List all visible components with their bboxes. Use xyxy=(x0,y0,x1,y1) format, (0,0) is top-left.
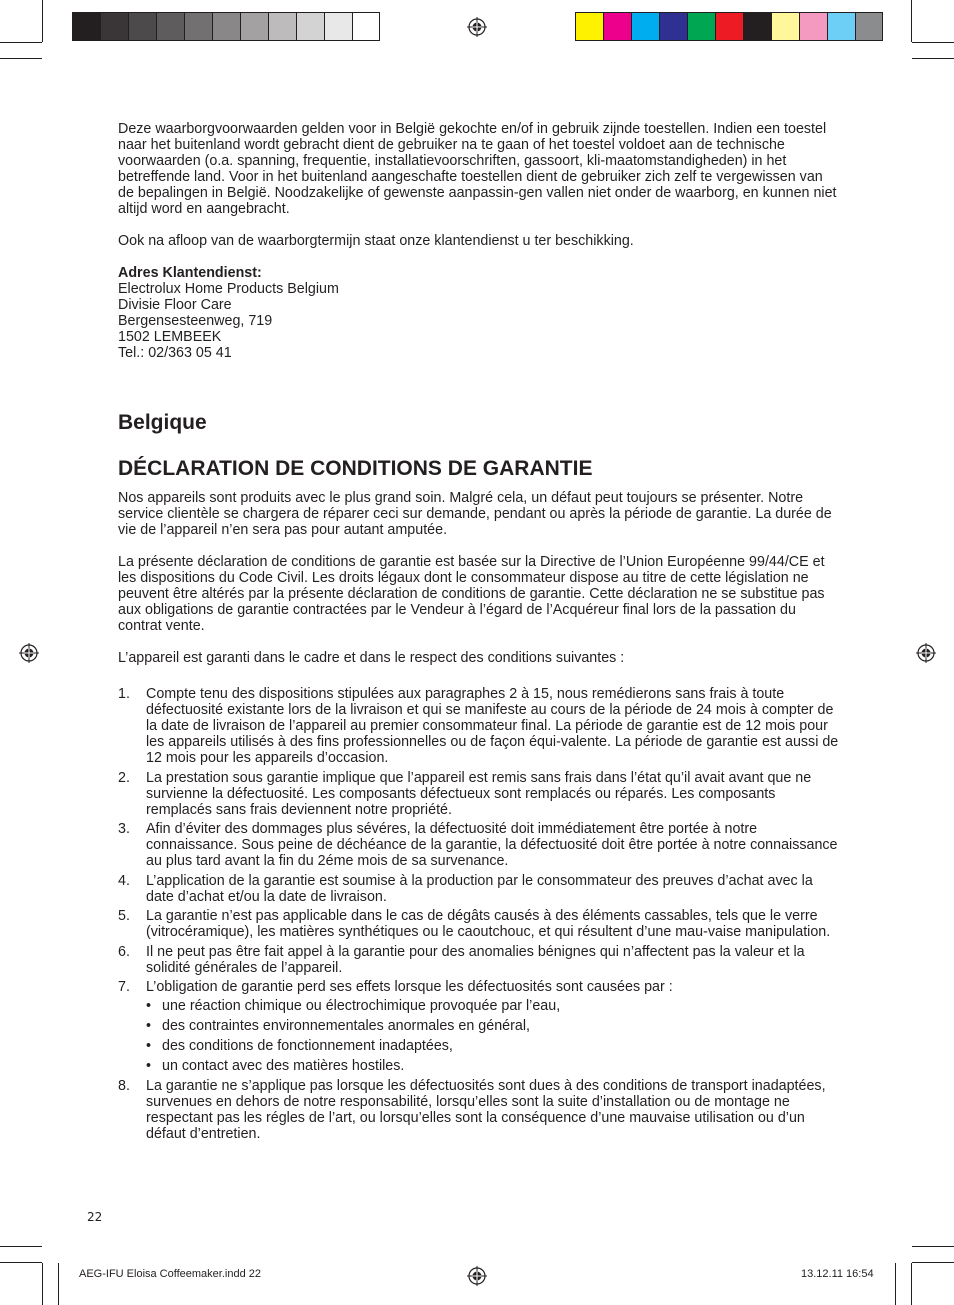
bullet-item xyxy=(146,1038,842,1054)
address-line: Tel.: 02/363 05 41 xyxy=(118,345,232,361)
condition-text: Compte tenu des dispositions stipulées aux paragraphes 2 à 15, nous remédierons sans frais à toute défectuosité existante lors de la livraison et qui se manifeste au cours de la période de 24 mois à compter de la date de livraison de l’appareil au premier consommateur final. La période de garantie est de 12 mois pour les appareils utilisés à des fins professionnelles ou de façon équi-valente. La période de garantie est aussi de 12 mois pour les appareils d’occasion. xyxy=(146,686,839,766)
bullet-icon: • xyxy=(146,998,152,1014)
condition-number: 5. xyxy=(118,908,130,924)
condition-number: 7. xyxy=(118,979,130,995)
condition-number: 8. xyxy=(118,1078,130,1094)
crop-mark xyxy=(0,1246,42,1247)
registration-target-icon xyxy=(19,643,39,663)
bullet-item xyxy=(146,998,842,1014)
condition-item xyxy=(118,979,842,1074)
color-swatch xyxy=(855,12,883,41)
crop-mark xyxy=(912,1246,954,1247)
color-swatch xyxy=(799,12,827,41)
address-line: 1502 LEMBEEK xyxy=(118,329,222,345)
condition-item xyxy=(118,873,842,905)
condition-text: Il ne peut pas être fait appel à la garantie pour des anomalies bénignes qui n’affectent pas la valeur et la solidité générales de l’appareil. xyxy=(146,943,805,976)
country-heading: Belgique xyxy=(118,411,207,434)
address-line: Divisie Floor Care xyxy=(118,297,232,313)
color-swatch xyxy=(100,12,128,41)
fr-paragraph-2: La présente déclaration de conditions de garantie est basée sur la Directive de l’Union Européenne 99/44/CE et les dispositions du Code Civil. Les droits légaux dont le consommateur dispose au titre de cette législation ne peuvent être altérés par la présente déclaration de conditions de garantie. Cette déclaration ne se substitue pas aux obligations de garantie contractées par le Vendeur à l’égard de l’Acquéreur final lors de la passation du contrat vente. xyxy=(118,554,825,634)
color-swatch xyxy=(240,12,268,41)
bullet-text: des contraintes environnementales anormales en général, xyxy=(162,1018,530,1034)
nl-paragraph-2: Ook na afloop van de waarborgtermijn staat onze klantendienst u ter beschikking. xyxy=(118,233,634,249)
condition-text: L’application de la garantie est soumise à la production par le consommateur des preuves d’achat avec la date d’achat et/ou la date de livraison. xyxy=(146,872,813,905)
nl-paragraph-1: Deze waarborgvoorwaarden gelden voor in België gekochte en/of in gebruik zijnde toestellen. Indien een toestel naar het buitenland wordt gebracht dient de gebruiker na te gaan of het toestel voldoet aan de technische voorwaarden (o.a. spanning, frequentie, installatievoorschriften, gassoort, kli-maatomstandigheden) in het betreffende land. Voor in het buitenland aangeschafte toestellen dient de gebruiker zich zelf te vergewissen van de bepalingen in België. Noodzakelijke of gewenste aanpassin-gen vallen niet onder de waarborg, en kunnen niet altijd word en aangebracht. xyxy=(118,121,837,217)
condition-number: 6. xyxy=(118,943,130,960)
registration-target-icon xyxy=(916,643,936,663)
condition-text: La garantie ne s’applique pas lorsque les défectuosités sont dues à des conditions de transport inadaptées, survenues en dehors de notre responsabilité, lorsqu’elles sont la suite d’installation ou de montage ne respectant pas les régles de l’art, ou lorsqu’elles sont la conséquence d’une mauvaise utilisation ou d’un défaut d’entretien. xyxy=(146,1078,826,1142)
crop-mark xyxy=(42,0,43,42)
color-swatch xyxy=(72,12,100,41)
color-swatch xyxy=(687,12,715,41)
condition-item xyxy=(118,686,842,766)
crop-mark xyxy=(58,1263,59,1305)
condition-item xyxy=(118,944,842,976)
condition-item xyxy=(118,770,842,818)
color-swatch xyxy=(771,12,799,41)
page-number: 22 xyxy=(87,1210,103,1224)
color-swatch xyxy=(715,12,743,41)
crop-mark xyxy=(911,1263,912,1305)
color-swatch xyxy=(603,12,631,41)
bullet-text: des conditions de fonctionnement inadaptées, xyxy=(162,1038,453,1054)
crop-mark xyxy=(911,0,912,42)
crop-mark xyxy=(912,1262,954,1263)
bullet-text: une réaction chimique ou électrochimique provoquée par l’eau, xyxy=(162,998,561,1014)
color-swatch xyxy=(659,12,687,41)
condition-text: La prestation sous garantie implique que l’appareil est remis sans frais dans l’état qu’il avait avant que ne survienne la défectuosité. Les composants défectueux sont remplacés ou réparés. Les composants remplacés sans frais deviennent notre propriété. xyxy=(146,769,812,818)
condition-number: 2. xyxy=(118,769,130,786)
condition-text: L’obligation de garantie perd ses effets lorsque les défectuosités sont causées par : xyxy=(146,979,673,995)
color-swatch xyxy=(352,12,380,41)
registration-target-icon xyxy=(467,1266,487,1286)
bullet-icon: • xyxy=(146,1038,152,1054)
color-swatch xyxy=(827,12,855,41)
condition-number: 1. xyxy=(118,686,130,702)
crop-mark xyxy=(912,42,954,43)
address-line: Bergensesteenweg, 719 xyxy=(118,313,273,329)
condition-item xyxy=(118,821,842,869)
grayscale-color-bar xyxy=(72,12,380,41)
section-title: DÉCLARATION DE CONDITIONS DE GARANTIE xyxy=(118,457,593,480)
process-color-bar xyxy=(575,12,883,41)
color-swatch xyxy=(156,12,184,41)
address-block xyxy=(118,281,842,361)
color-swatch xyxy=(575,12,603,41)
color-swatch xyxy=(296,12,324,41)
color-swatch xyxy=(184,12,212,41)
crop-mark xyxy=(0,42,42,43)
crop-mark xyxy=(0,1262,42,1263)
condition-item xyxy=(118,908,842,940)
color-swatch xyxy=(631,12,659,41)
slug-date: 13.12.11 16:54 xyxy=(801,1268,874,1280)
color-swatch xyxy=(268,12,296,41)
bullet-text: un contact avec des matières hostiles. xyxy=(162,1058,405,1074)
crop-mark xyxy=(912,58,954,59)
condition-number: 4. xyxy=(118,872,130,889)
fr-paragraph-1: Nos appareils sont produits avec le plus grand soin. Malgré cela, un défaut peut toujours se présenter. Notre service clientèle se chargera de réparer ceci sur demande, pendant ou après la période de garantie. La durée de vie de l’appareil n’en sera pas pour autant amputée. xyxy=(118,490,832,538)
crop-mark xyxy=(895,1263,896,1305)
slug-filename: AEG-IFU Eloisa Coffeemaker.indd 22 xyxy=(79,1268,261,1280)
color-swatch xyxy=(324,12,352,41)
condition-number: 3. xyxy=(118,821,130,837)
address-line: Electrolux Home Products Belgium xyxy=(118,281,339,297)
crop-mark xyxy=(0,58,42,59)
bullet-icon: • xyxy=(146,1058,152,1074)
registration-target-icon xyxy=(467,17,487,37)
page-content xyxy=(118,121,842,1146)
address-heading: Adres Klantendienst: xyxy=(118,265,262,281)
condition-bullet-list xyxy=(146,998,842,1074)
color-swatch xyxy=(128,12,156,41)
fr-paragraph-3: L’appareil est garanti dans le cadre et dans le respect des conditions suivantes : xyxy=(118,650,625,666)
bullet-icon: • xyxy=(146,1018,152,1034)
color-swatch xyxy=(212,12,240,41)
bullet-item xyxy=(146,1058,842,1074)
color-swatch xyxy=(743,12,771,41)
condition-text: La garantie n’est pas applicable dans le cas de dégâts causés à des éléments cassables, tels que le verre (vitrocéramique), les matières synthétiques ou le caoutchouc, et qui résultent d’une mau-vaise manipulation. xyxy=(146,908,831,940)
bullet-item xyxy=(146,1018,842,1034)
crop-mark xyxy=(42,1263,43,1305)
condition-text: Afin d’éviter des dommages plus sévéres, la défectuosité doit immédiatement être portée à notre connaissance. Sous peine de déchéance de la garantie, la défectuosité doit être portée à notre connaissance au plus tard avant la fin du 2éme mois de sa survenance. xyxy=(146,821,838,869)
condition-item xyxy=(118,1078,842,1142)
conditions-list xyxy=(118,686,842,1142)
